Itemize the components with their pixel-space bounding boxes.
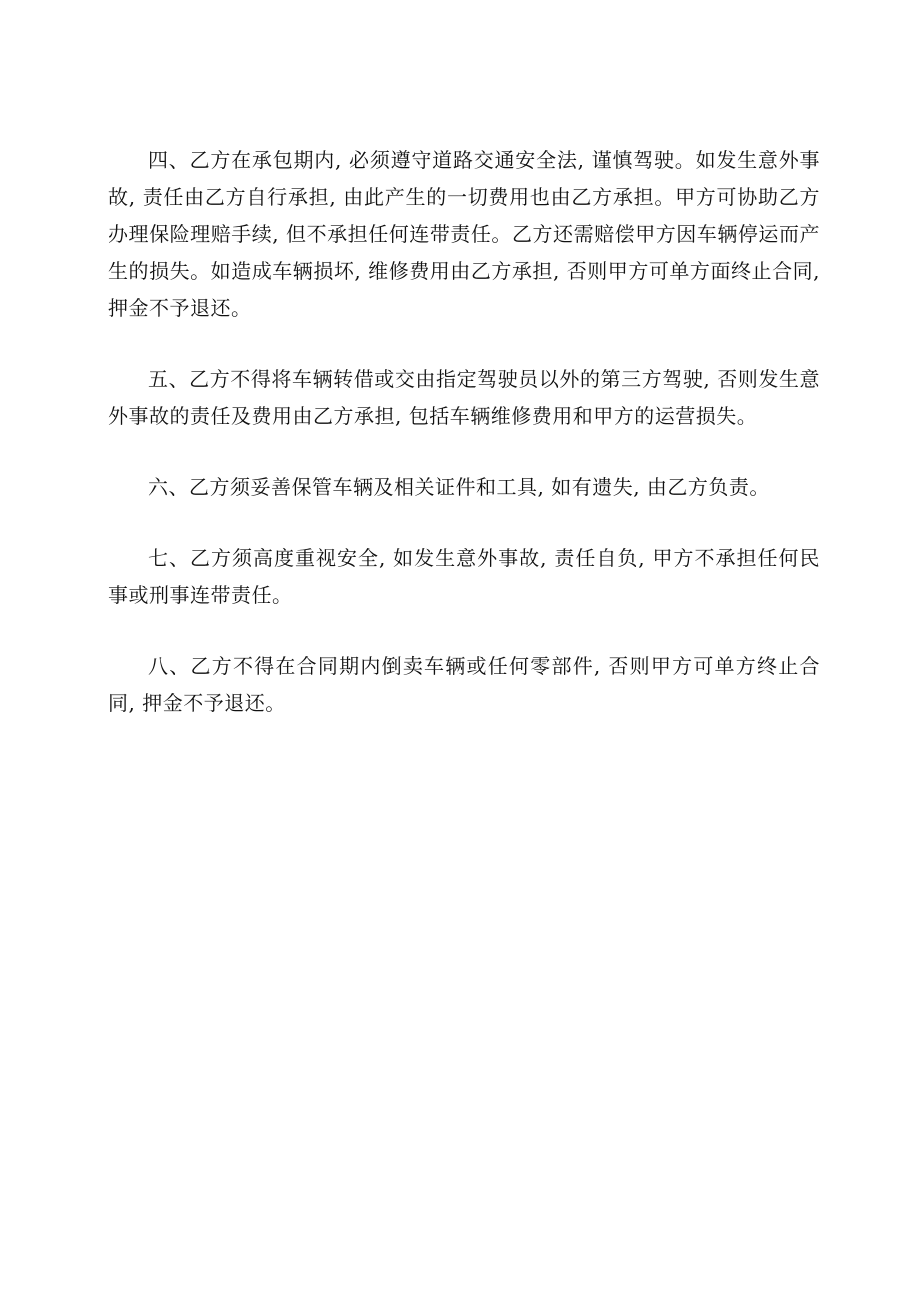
document-body [108,142,820,756]
clause-7: 七、乙方须高度重视安全, 如发生意外事故, 责任自负, 甲方不承担任何民事或刑事连带责任。 [108,546,820,607]
clause-5: 五、乙方不得将车辆转借或交由指定驾驶员以外的第三方驾驶, 否则发生意外事故的责任及费用由乙方承担, 包括车辆维修费用和甲方的运营损失。 [108,367,820,428]
clause-4: 四、乙方在承包期内, 必须遵守道路交通安全法, 谨慎驾驶。如发生意外事故, 责任由乙方自行承担, 由此产生的一切费用也由乙方承担。甲方可协助乙方办理保险理赔手续, 但不承担任何连带责任。乙方还需赔偿甲方因车辆停运而产生的损失。如造成车辆损坏, 维修费用由乙方承担, 否则甲方可单方面终止合同, 押金不予退还。 [108,148,820,320]
clause-6: 六、乙方须妥善保管车辆及相关证件和工具, 如有遗失, 由乙方负责。 [148,475,770,499]
clause-8: 八、乙方不得在合同期内倒卖车辆或任何零部件, 否则甲方可单方终止合同, 押金不予退还。 [108,654,820,715]
